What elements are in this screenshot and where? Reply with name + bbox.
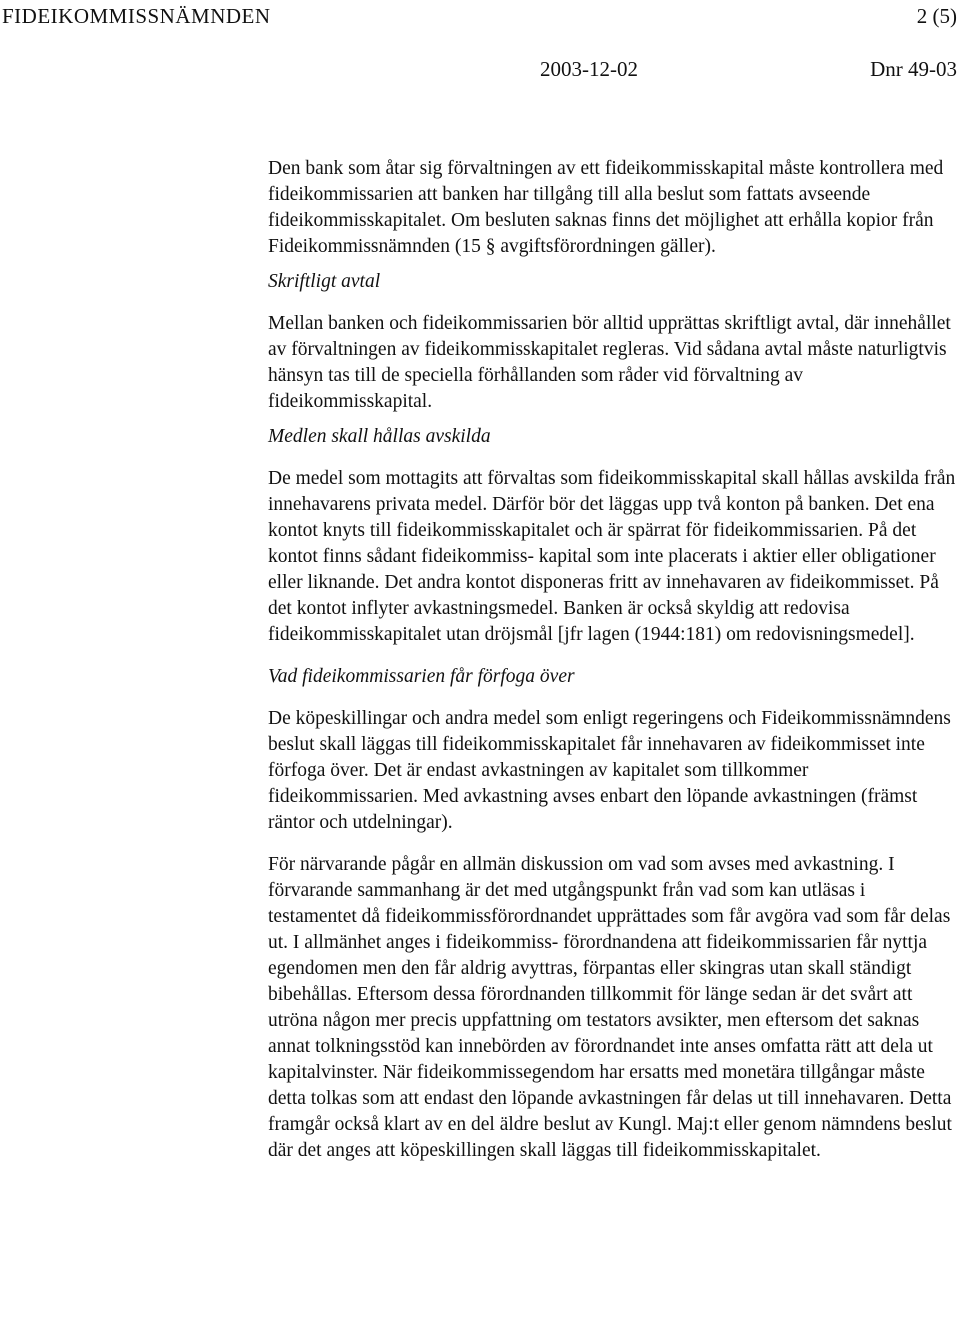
section-heading-disposable-funds: Vad fideikommissarien får förfoga över	[268, 666, 575, 687]
document-date: 2003-12-02	[540, 57, 638, 81]
page-number: 2 (5)	[916, 4, 957, 28]
page-header	[0, 3, 960, 29]
section-heading-written-agreement: Skriftligt avtal	[268, 271, 381, 292]
intro-paragraph: Den bank som åtar sig förvaltningen av ett fideikommisskapital måste kontrollera med fideikommissarien att banken har tillgång till alla beslut som fattats avseende fideikommisskapitalet. Om besluten saknas finns det möjlighet att erhålla kopior från Fideikommissnämnden (15 § avgiftsförordningen gäller).	[268, 158, 944, 257]
document-body	[268, 156, 958, 1164]
section-paragraph-written-agreement: Mellan banken och fideikommissarien bör alltid upprättas skriftligt avtal, där innehållet av förvaltningen av fideikommisskapitalet regleras. Vid sådana avtal måste naturligtvis hänsyn tas till de speciella förhållanden som råder vid förvaltning av fideikommisskapital.	[268, 313, 951, 412]
document-meta	[0, 56, 960, 82]
section-heading-separate-funds: Medlen skall hållas avskilda	[268, 426, 491, 447]
organization-name: FIDEIKOMMISSNÄMNDEN	[2, 4, 271, 28]
section-paragraph-separate-funds: De medel som mottagits att förvaltas som fideikommisskapital skall hållas avskilda från innehavarens privata medel. Därför bör det läggas upp två konton på banken. Det ena kontot knyts till fideikommisskapitalet och är spärrat för fideikommissarien. På det kontot finns sådant fideikommiss- kapital som inte placerats i aktier eller obligationer eller liknande. Det andra kontot disponeras fritt av innehavaren av fideikommisset. På det kontot inflyter avkastningsmedel. Banken är också skyldig att redovisa fideikommisskapitalet utan dröjsmål [jfr lagen (1944:181) om redovisningsmedel].	[268, 468, 956, 645]
document-reference: Dnr 49-03	[870, 57, 957, 81]
section-paragraph-disposable-funds: De köpeskillingar och andra medel som enligt regeringens och Fideikommissnämndens beslut skall läggas till fideikommisskapitalet får innehavaren av fideikommisset inte förfoga över. Det är endast avkastningen av kapitalet som tillkommer fideikommissarien. Med avkastning avses enbart den löpande avkastningen (främst räntor och utdelningar).	[268, 708, 951, 833]
section-paragraph-return-discussion: För närvarande pågår en allmän diskussion om vad som avses med avkastning. I förvarande sammanhang är det med utgångspunkt från vad som kan utläsas i testamentet då fideikommissförordnandet upprättades som får avgöra vad som får delas ut. I allmänhet anges i fideikommiss- förordnandena att fideikommissarien får nyttja egendomen men den får aldrig avyttras, förpantas eller skingras utan skall ständigt bibehållas. Eftersom dessa förordnanden tillkommit för länge sedan är det svårt att utröna någon mer precis uppfattning om testators avsikter, men eftersom det saknas annat tolkningsstöd kan innebörden av förordnandet inte anses omfatta rätt att dela ut kapitalvinster. När fideikommissegendom har ersatts med monetära tillgångar måste detta tolkas som att endast den löpande avkastningen får delas ut till innehavaren. Detta framgår också klart av en del äldre beslut av Kungl. Maj:t eller genom nämndens beslut där det anges att köpeskillingen skall läggas till fideikommisskapitalet.	[268, 854, 952, 1161]
